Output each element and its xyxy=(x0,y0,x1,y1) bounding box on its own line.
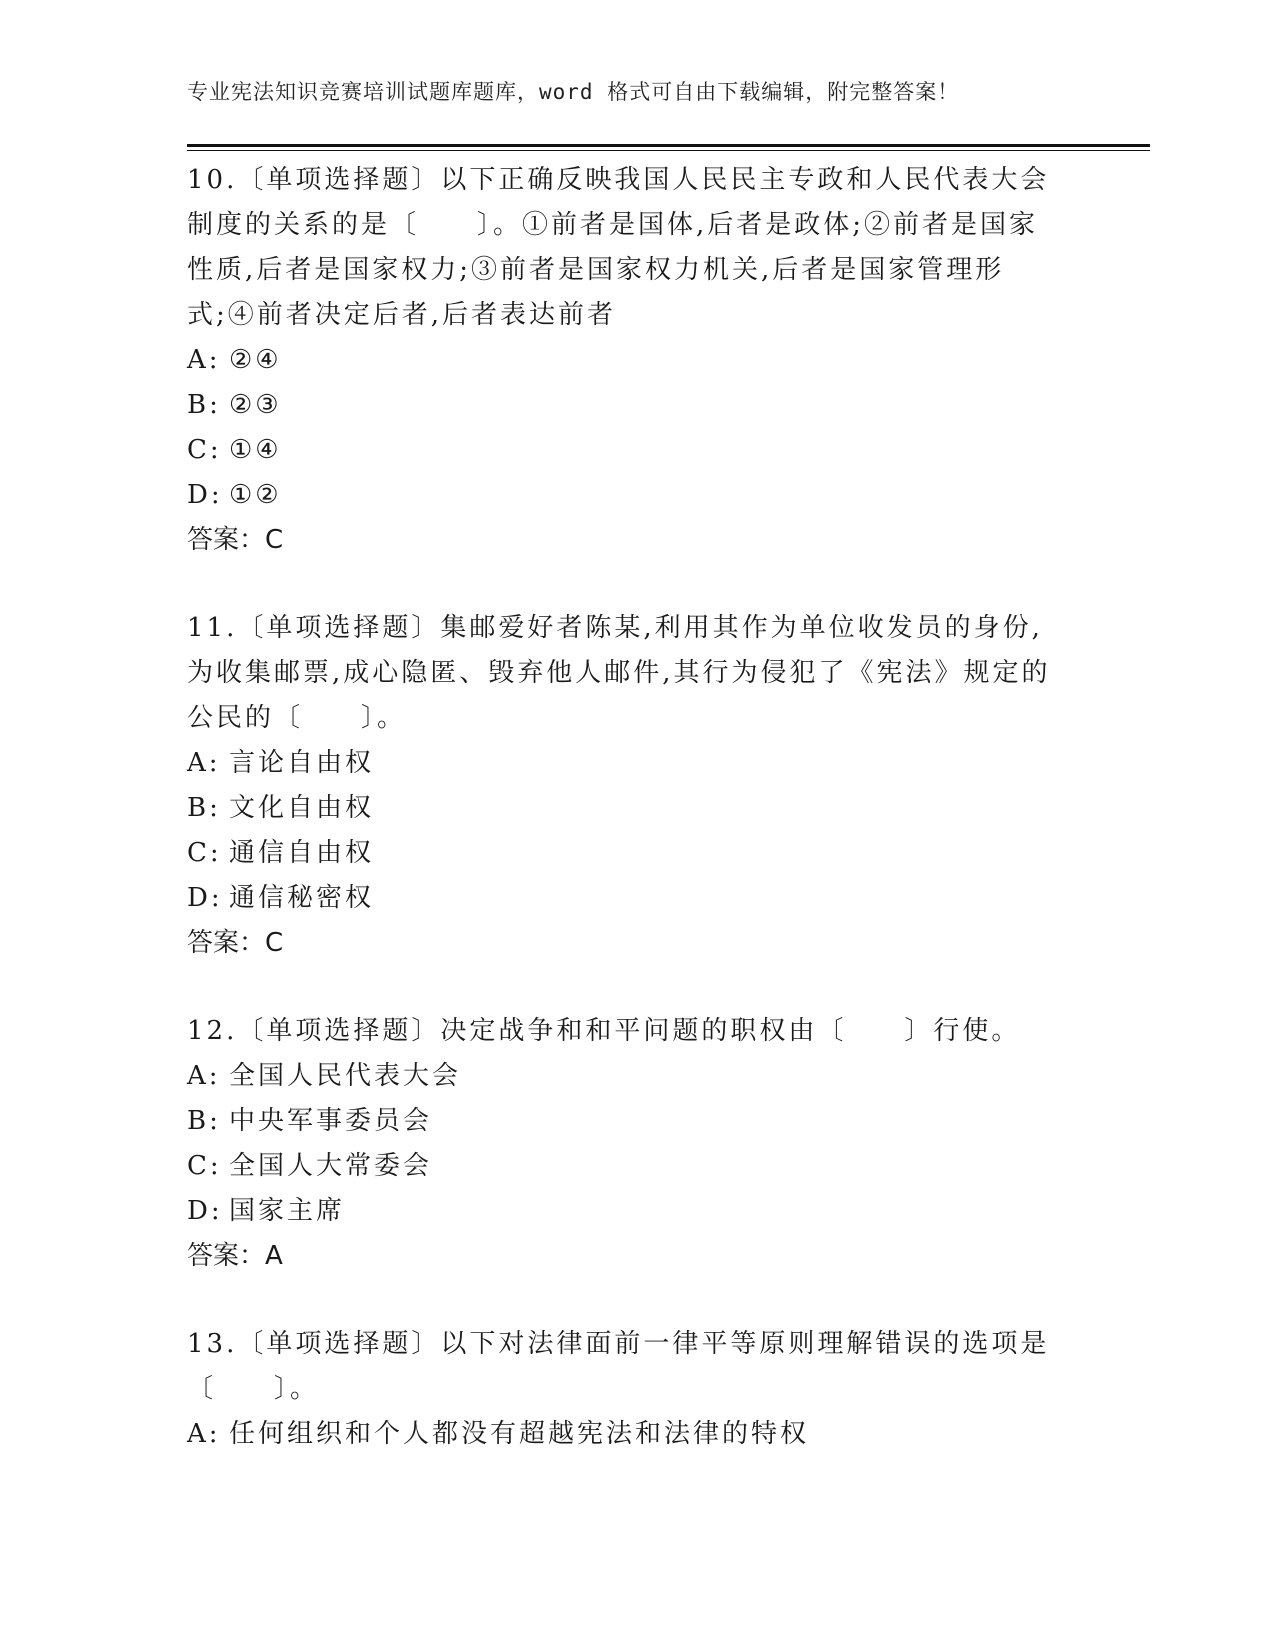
option-key: A: xyxy=(187,1061,221,1091)
option-text: 言论自由权 xyxy=(229,748,375,778)
header-divider-thick xyxy=(187,144,1150,147)
header-divider-thin xyxy=(187,150,1150,151)
question-13 xyxy=(187,1322,1067,1457)
question-stem: 11.〔单项选择题〕集邮爱好者陈某,利用其作为单位收发员的身份,为收集邮票,成心隐匿、毁弃他人邮件,其行为侵犯了《宪法》规定的公民的〔 〕。 xyxy=(187,613,1051,733)
question-stem: 12.〔单项选择题〕决定战争和和平问题的职权由〔 〕行使。 xyxy=(187,1016,1021,1046)
question-10 xyxy=(187,158,1067,563)
option-c xyxy=(187,428,1067,473)
option-text: ②③ xyxy=(229,390,282,420)
option-b xyxy=(187,1099,1067,1144)
option-text: 通信秘密权 xyxy=(229,883,375,913)
option-key: A: xyxy=(187,1419,221,1449)
option-key: A: xyxy=(187,345,221,375)
option-a xyxy=(187,741,1067,786)
option-key: C: xyxy=(187,1151,222,1181)
option-key: C: xyxy=(187,838,222,868)
option-c xyxy=(187,1144,1067,1189)
option-text: 全国人大常委会 xyxy=(229,1151,433,1181)
option-a xyxy=(187,1054,1067,1099)
option-a xyxy=(187,338,1067,383)
option-text: 通信自由权 xyxy=(229,838,375,868)
option-text: ②④ xyxy=(229,345,282,375)
option-key: D: xyxy=(187,1196,223,1226)
question-spacer xyxy=(187,1279,1067,1322)
option-key: D: xyxy=(187,480,223,510)
question-12 xyxy=(187,1009,1067,1279)
option-text: ①④ xyxy=(229,435,282,465)
option-text: 中央军事委员会 xyxy=(229,1106,433,1136)
option-text: ①② xyxy=(229,480,282,510)
option-a xyxy=(187,1412,1067,1457)
question-spacer xyxy=(187,563,1067,606)
question-stem: 10.〔单项选择题〕以下正确反映我国人民民主专政和人民代表大会制度的关系的是〔 〕。①前者是国体,后者是政体;②前者是国家性质,后者是国家权力;③前者是国家权力机关,后者是国家管理形式;④前者决定后者,后者表达前者 xyxy=(187,165,1050,330)
option-text: 国家主席 xyxy=(229,1196,346,1226)
option-key: B: xyxy=(187,793,221,823)
option-text: 文化自由权 xyxy=(229,793,375,823)
answer-line: 答案：C xyxy=(187,525,284,555)
option-d xyxy=(187,1189,1067,1234)
option-key: C: xyxy=(187,435,222,465)
page-header: 专业宪法知识竞赛培训试题库题库，word 格式可自由下载编辑，附完整答案！ xyxy=(187,80,960,104)
option-c xyxy=(187,831,1067,876)
question-list xyxy=(187,158,1067,1457)
option-key: D: xyxy=(187,883,223,913)
option-text: 全国人民代表大会 xyxy=(229,1061,462,1091)
option-b xyxy=(187,786,1067,831)
answer-line: 答案：A xyxy=(187,1241,283,1271)
option-key: B: xyxy=(187,390,221,420)
option-key: B: xyxy=(187,1106,221,1136)
option-b xyxy=(187,383,1067,428)
option-d xyxy=(187,876,1067,921)
question-spacer xyxy=(187,966,1067,1009)
option-text: 任何组织和个人都没有超越宪法和法律的特权 xyxy=(229,1419,810,1449)
question-11 xyxy=(187,606,1067,966)
option-d xyxy=(187,473,1067,518)
answer-line: 答案：C xyxy=(187,928,284,958)
option-key: A: xyxy=(187,748,221,778)
question-stem: 13.〔单项选择题〕以下对法律面前一律平等原则理解错误的选项是〔 〕。 xyxy=(187,1329,1050,1404)
